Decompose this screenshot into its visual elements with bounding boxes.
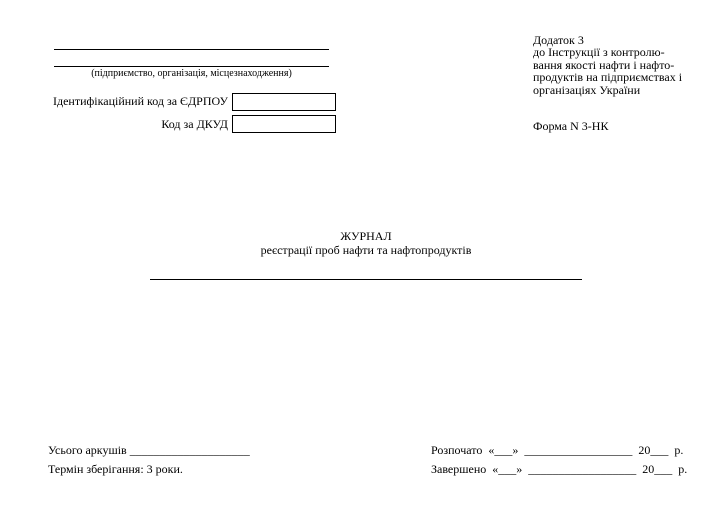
journal-subtitle: реєстрації проб нафти та нафтопродуктів	[260, 243, 472, 257]
total-sheets: Усього аркушів ____________________	[48, 443, 250, 457]
appendix-line: до Інструкції з контролю-	[533, 45, 665, 60]
org-caption: (підприємство, організація, місцезнаходження)	[91, 68, 292, 79]
edrpou-code-value	[233, 96, 236, 110]
appendix-line: Додаток 3	[533, 33, 584, 47]
retention-period: Термін зберігання: 3 роки.	[48, 462, 183, 476]
org-name-line-1	[54, 49, 329, 50]
org-name-line-2	[54, 66, 329, 67]
appendix-line: продуктів на підприємствах і	[533, 70, 683, 85]
appendix-line: вання якості нафти і нафто-	[533, 57, 675, 72]
form-number: Форма N 3-НК	[533, 119, 609, 133]
title-underline	[150, 279, 582, 280]
started-date: Розпочато «___» __________________ 20___ р.	[431, 443, 684, 457]
dkud-code-value	[233, 118, 236, 132]
dkud-label: Код за ДКУД	[161, 117, 228, 131]
edrpou-label: Ідентифікаційний код за ЄДРПОУ	[52, 94, 228, 108]
appendix-line: організаціях України	[533, 82, 641, 97]
journal-title: ЖУРНАЛ	[340, 229, 392, 243]
appendix-note	[533, 34, 713, 96]
dkud-code-field[interactable]	[232, 115, 336, 133]
edrpou-code-field[interactable]	[232, 93, 336, 111]
finished-date: Завершено «___» __________________ 20___ р.	[431, 462, 688, 476]
